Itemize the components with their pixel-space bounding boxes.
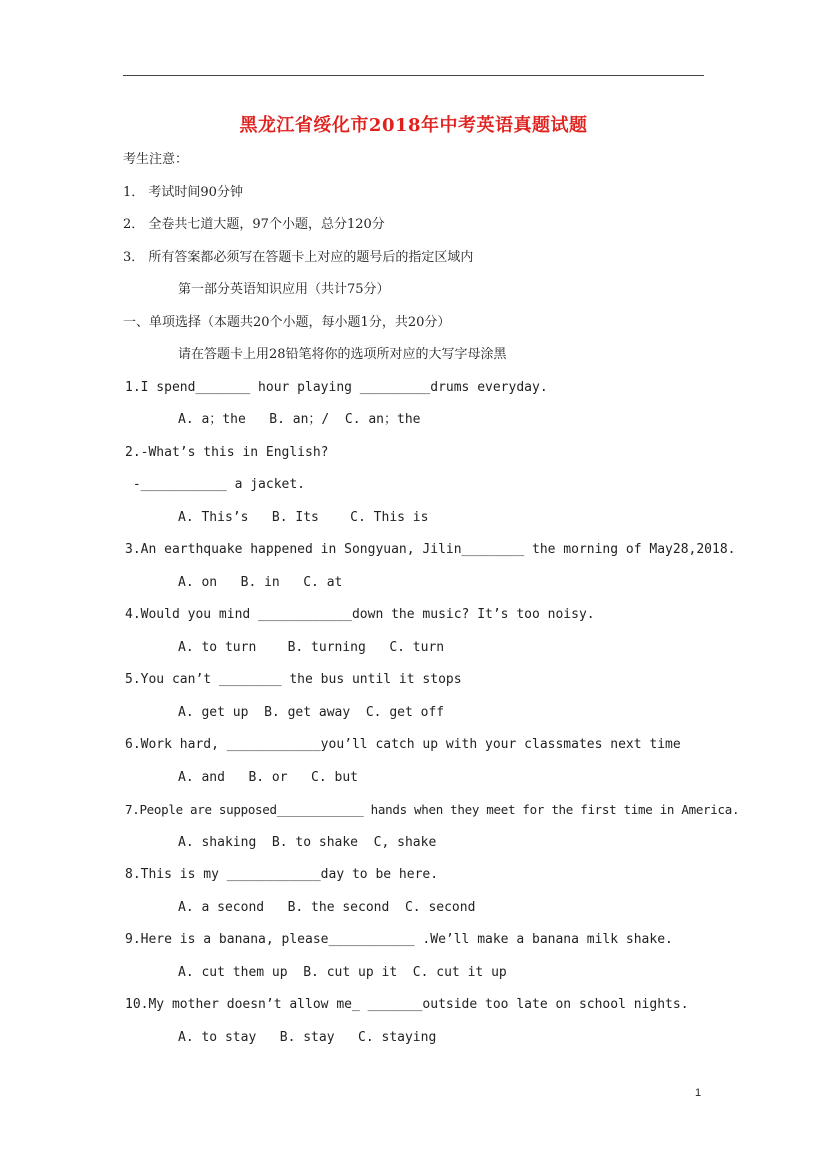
question-4-stem: 4.Would you mind ____________down the music? It’s too noisy. (125, 607, 595, 622)
question-1-options: A. a；the B. an；/ C. an；the (178, 412, 421, 427)
question-2-response: -___________ a jacket. (125, 477, 306, 492)
notice-heading: 考生注意： (123, 152, 189, 167)
question-5-options: A. get up B. get away C. get off (178, 705, 445, 720)
question-4-options: A. to turn B. turning C. turn (178, 640, 445, 655)
question-2-stem: 2.-What’s this in English? (125, 445, 329, 460)
part-heading: 第一部分英语知识应用（共计75分） (178, 282, 390, 297)
question-3-stem: 3.An earthquake happened in Songyuan, Jilin________ the morning of May28,2018. (125, 542, 736, 557)
notice-2: 2． 全卷共七道大题，97个小题，总分120分 (123, 217, 385, 232)
page-number: 1 (695, 1087, 702, 1099)
notice-1: 1． 考试时间90分钟 (123, 185, 243, 200)
question-6-options: A. and B. or C. but (178, 770, 359, 785)
section-heading: 一、单项选择（本题共20个小题，每小题1分，共20分） (123, 315, 451, 330)
question-8-stem: 8.This is my ____________day to be here. (125, 867, 439, 882)
question-1-stem: 1.I spend_______ hour playing _________drums everyday. (125, 380, 548, 395)
question-5-stem: 5.You can’t ________ the bus until it stops (125, 672, 462, 687)
header-rule (123, 75, 704, 76)
question-8-options: A. a second B. the second C. second (178, 900, 476, 915)
question-10-options: A. to stay B. stay C. staying (178, 1030, 437, 1045)
notice-3: 3． 所有答案都必须写在答题卡上对应的题号后的指定区域内 (123, 250, 474, 265)
question-10-stem: 10.My mother doesn’t allow me_ _______outside too late on school nights. (125, 997, 689, 1012)
question-3-options: A. on B. in C. at (178, 575, 343, 590)
question-9-stem: 9.Here is a banana, please___________ .We’ll make a banana milk shake. (125, 932, 673, 947)
question-2-options: A. This’s B. Its C. This is (178, 510, 429, 525)
question-9-options: A. cut them up B. cut up it C. cut it up (178, 965, 507, 980)
question-6-stem: 6.Work hard, ____________you’ll catch up with your classmates next time (125, 737, 681, 752)
question-7-options: A. shaking B. to shake C, shake (178, 835, 437, 850)
question-7-stem: 7.People are supposed____________ hands when they meet for the first time in America. (125, 802, 740, 817)
page-title: 黑龙江省绥化市2018年中考英语真题试题 (239, 115, 588, 136)
section-instruction: 请在答题卡上用28铅笔将你的选项所对应的大写字母涂黑 (178, 347, 507, 362)
